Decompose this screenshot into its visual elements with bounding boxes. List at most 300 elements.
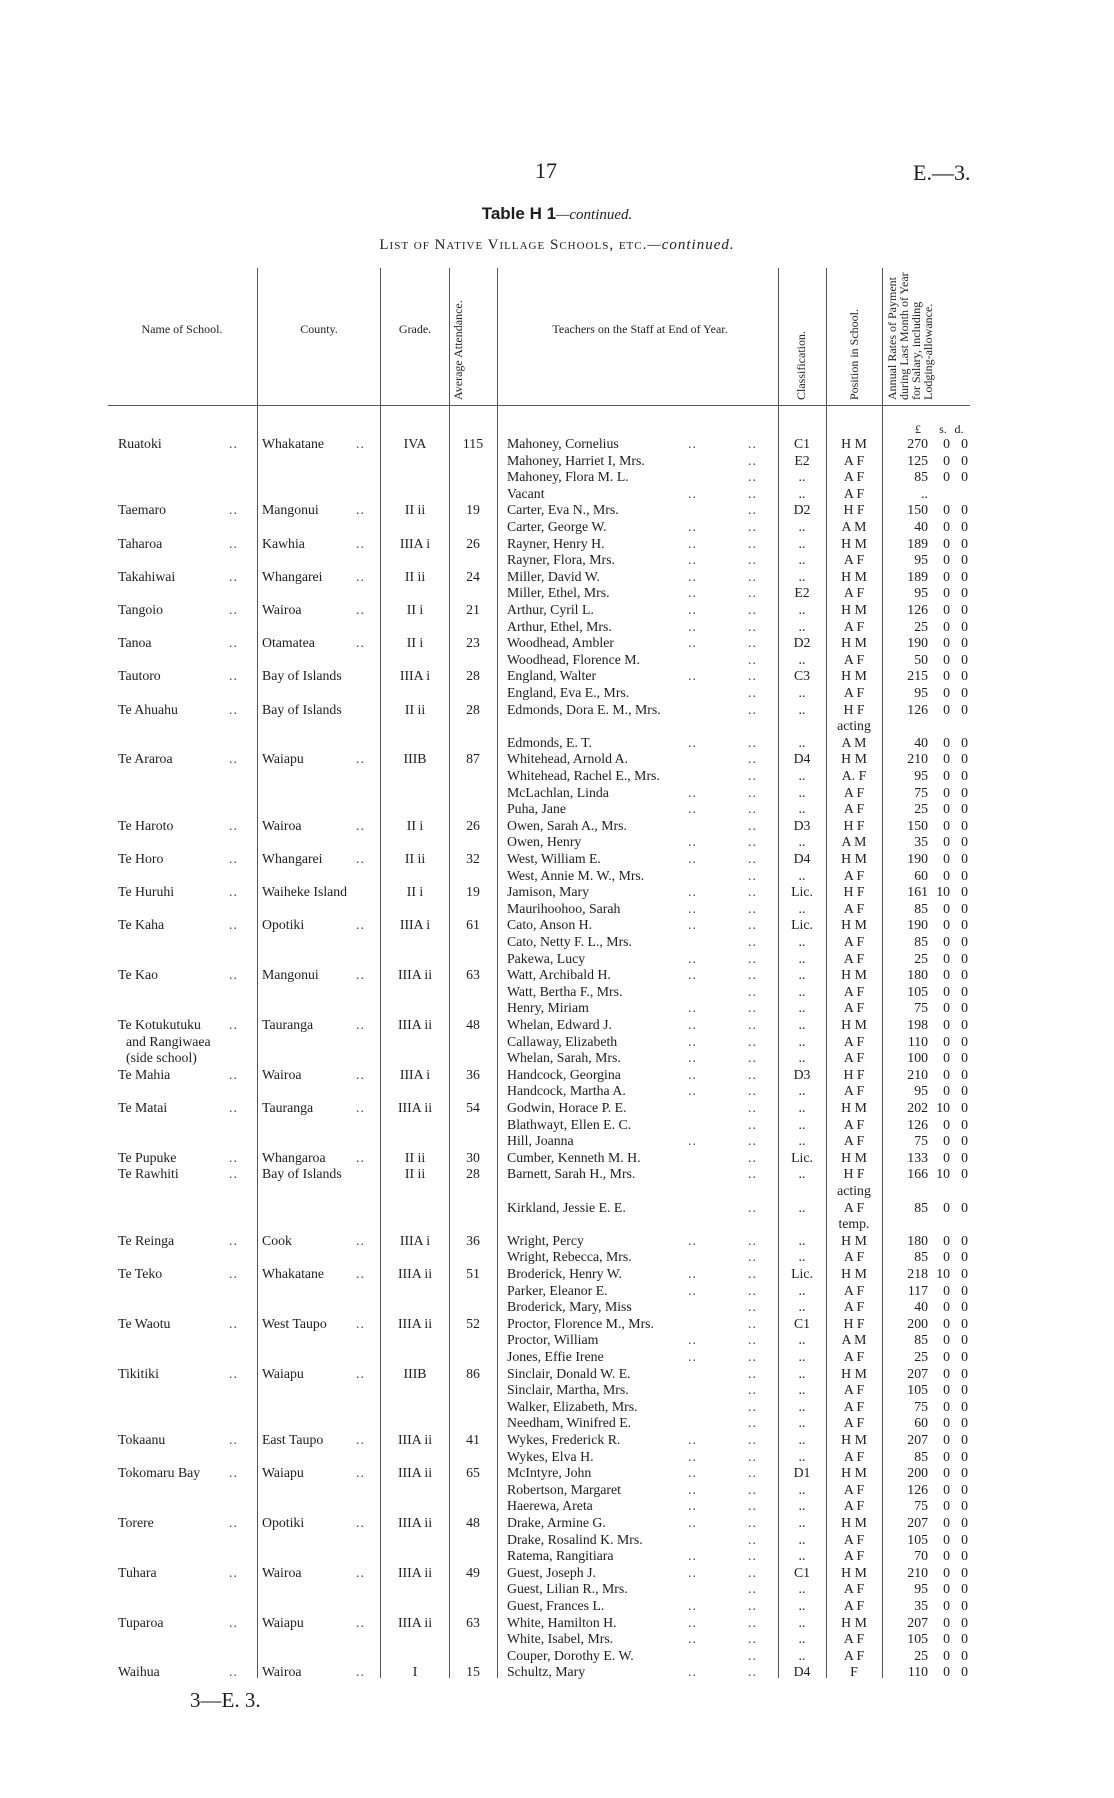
- leader-dots: ..: [748, 784, 757, 800]
- school-name: Te Waotu: [118, 1315, 171, 1331]
- classification: D1: [793, 1465, 811, 1481]
- leader-dots: ..: [356, 851, 365, 866]
- school-name: Torere: [118, 1515, 154, 1530]
- table-row: [0, 702, 1114, 719]
- salary-pence: 0: [961, 950, 968, 966]
- position: H M: [841, 568, 867, 584]
- county: Waiheke Island: [262, 884, 348, 900]
- teacher-name: Rayner, Flora, Mrs.: [507, 552, 615, 568]
- grade: IVA: [403, 436, 427, 451]
- leader-dots: ..: [748, 768, 757, 783]
- leader-dots: ..: [748, 1033, 757, 1049]
- teacher-name: England, Walter: [507, 668, 597, 684]
- position: A F: [843, 1598, 865, 1613]
- teacher-name: Rayner, Henry H.: [507, 535, 605, 551]
- salary-shillings: 0: [943, 1398, 950, 1414]
- header-attendance: Average Attendance.: [451, 300, 465, 400]
- classification: ..: [798, 1398, 806, 1414]
- teacher-name: Drake, Rosalind K. Mrs.: [507, 1531, 643, 1547]
- school-name: Te Teko: [118, 1266, 163, 1281]
- leader-dots: ..: [748, 1647, 757, 1663]
- salary-pounds: 75: [914, 784, 928, 800]
- salary-shillings: 0: [943, 701, 950, 717]
- table-title: [0, 204, 1114, 224]
- teacher-name: Sinclair, Donald W. E.: [507, 1365, 631, 1381]
- salary-pounds: 110: [907, 1664, 928, 1680]
- leader-dots: ..: [688, 668, 697, 684]
- salary-shillings: 0: [943, 1598, 950, 1613]
- position: A F: [843, 1116, 865, 1132]
- leader-dots: ..: [748, 817, 757, 833]
- table-row: [0, 1133, 1114, 1150]
- leader-dots: ..: [356, 1465, 365, 1481]
- grade: II ii: [404, 1149, 426, 1165]
- leader-dots: ..: [356, 917, 365, 933]
- salary-shillings: 0: [943, 784, 950, 800]
- leader-dots: ..: [688, 602, 697, 617]
- leader-dots: ..: [229, 668, 238, 684]
- leader-dots: ..: [356, 568, 365, 584]
- table-subtitle: [0, 237, 1114, 254]
- school-name: Te Kaha: [118, 917, 165, 933]
- county: Tauranga: [262, 1017, 314, 1032]
- county: Whakatane: [262, 436, 325, 451]
- header-pence: d.: [954, 422, 964, 436]
- classification: D3: [793, 817, 811, 833]
- leader-dots: ..: [748, 519, 757, 534]
- leader-dots: ..: [356, 1266, 365, 1281]
- classification: ..: [798, 1349, 806, 1364]
- leader-dots: ..: [356, 967, 365, 983]
- teacher-name: Guest, Joseph J.: [507, 1564, 596, 1580]
- classification: ..: [798, 1017, 806, 1032]
- leader-dots: ..: [688, 967, 697, 983]
- classification: ..: [798, 701, 806, 717]
- classification: ..: [798, 568, 806, 584]
- grade: II ii: [404, 502, 426, 518]
- salary-shillings: 0: [943, 1232, 950, 1248]
- salary-shillings: 0: [943, 1116, 950, 1132]
- table-row: [0, 1083, 1114, 1100]
- table-row: [0, 619, 1114, 636]
- salary-pounds: 207: [907, 1365, 928, 1381]
- salary-shillings: 0: [943, 801, 950, 817]
- teacher-name: Barnett, Sarah H., Mrs.: [507, 1166, 636, 1182]
- teacher-name: Drake, Armine G.: [507, 1515, 606, 1530]
- leader-dots: ..: [688, 1465, 697, 1481]
- salary-pounds: 110: [907, 1033, 928, 1049]
- classification: ..: [798, 1614, 806, 1630]
- leader-dots: ..: [229, 436, 238, 451]
- table-row: [0, 818, 1114, 835]
- salary-shillings: 0: [943, 1365, 950, 1381]
- teacher-name: England, Eva E., Mrs.: [507, 685, 630, 700]
- classification: ..: [798, 1515, 806, 1530]
- table-row: [0, 1349, 1114, 1366]
- salary-pounds: 95: [914, 585, 928, 601]
- table-row: [0, 1299, 1114, 1316]
- table-row: [0, 1166, 1114, 1183]
- salary-pounds: 126: [907, 1116, 928, 1132]
- salary-pence: 0: [961, 1083, 968, 1099]
- salary-pounds: 210: [907, 1066, 928, 1082]
- teacher-name: Arthur, Cyril L.: [507, 602, 594, 617]
- position: A F: [843, 585, 865, 601]
- salary-shillings: 0: [943, 568, 950, 584]
- position: A F: [843, 784, 865, 800]
- salary-pounds: 126: [907, 1481, 928, 1497]
- leader-dots: ..: [229, 1017, 238, 1032]
- teacher-name: Jamison, Mary: [507, 884, 590, 900]
- table-row: [0, 718, 1114, 735]
- teacher-name: Broderick, Henry W.: [507, 1266, 622, 1281]
- salary-pounds: 70: [914, 1548, 928, 1564]
- salary-shillings: 0: [943, 1564, 950, 1580]
- position: A F: [843, 1398, 865, 1414]
- teacher-name: Woodhead, Florence M.: [507, 651, 640, 667]
- county: West Taupo: [262, 1315, 327, 1331]
- leader-dots: ..: [748, 1631, 757, 1647]
- salary-pounds: 25: [914, 1647, 928, 1663]
- school-name: Te Kotukutuku: [118, 1017, 201, 1032]
- county: Wairoa: [262, 817, 302, 833]
- position: H F: [843, 817, 865, 833]
- salary-pence: 0: [961, 1515, 968, 1530]
- teacher-name: Arthur, Ethel, Mrs.: [507, 618, 612, 634]
- salary-shillings: 0: [943, 1664, 950, 1680]
- leader-dots: ..: [748, 1083, 757, 1099]
- leader-dots: ..: [748, 1100, 757, 1115]
- leader-dots: ..: [748, 734, 757, 750]
- leader-dots: ..: [356, 1100, 365, 1115]
- leader-dots: ..: [688, 1033, 697, 1049]
- position: A F: [843, 1133, 865, 1149]
- leader-dots: ..: [356, 1664, 365, 1680]
- salary-pounds: 166: [907, 1166, 928, 1182]
- position: A F: [843, 934, 865, 949]
- leader-dots: ..: [356, 1315, 365, 1331]
- grade: IIIA ii: [397, 1564, 433, 1580]
- school-name: Te Pupuke: [118, 1149, 177, 1165]
- grade: II ii: [404, 1166, 426, 1182]
- salary-pence: 0: [961, 1166, 968, 1182]
- leader-dots: ..: [688, 1066, 697, 1082]
- position: A F: [843, 867, 865, 883]
- teacher-name: Haerewa, Areta: [507, 1498, 593, 1514]
- position: A F: [843, 900, 865, 916]
- leader-dots: ..: [229, 1365, 238, 1381]
- position: H M: [841, 917, 867, 933]
- table-row: [0, 834, 1114, 851]
- header-rates: Annual Rates of Payment during Last Month of Year for Salary, including Lodging-allowance.: [885, 272, 935, 400]
- classification: ..: [798, 1299, 806, 1315]
- salary-pounds: 105: [907, 1382, 928, 1398]
- leader-dots: ..: [688, 1614, 697, 1630]
- table-row: [0, 552, 1114, 569]
- table-row: [0, 1482, 1114, 1499]
- attendance: 48: [466, 1515, 480, 1530]
- position: A F: [843, 1349, 865, 1364]
- table-row: [0, 536, 1114, 553]
- leader-dots: ..: [748, 469, 757, 485]
- position: H M: [841, 635, 867, 651]
- table-row: [0, 1216, 1114, 1233]
- classification: ..: [798, 1598, 806, 1613]
- school-name: Tuhara: [118, 1564, 157, 1580]
- salary-pence: 0: [961, 768, 968, 783]
- leader-dots: ..: [748, 668, 757, 684]
- school-name: Tautoro: [118, 668, 161, 684]
- salary-pence: 0: [961, 1232, 968, 1248]
- attendance: 32: [466, 851, 480, 866]
- classification: ..: [798, 485, 806, 501]
- grade: IIIA ii: [397, 1100, 433, 1115]
- attendance: 52: [466, 1315, 480, 1331]
- attendance: 48: [466, 1017, 480, 1032]
- salary-pounds: 25: [914, 618, 928, 634]
- salary-pence: 0: [961, 1199, 968, 1215]
- school-name: Te Huruhi: [118, 884, 175, 900]
- salary-pence: 0: [961, 1100, 968, 1115]
- salary-pounds: 35: [914, 1598, 928, 1613]
- grade: IIIA ii: [397, 1017, 433, 1032]
- position: A F: [843, 1249, 865, 1265]
- table-row: [0, 1415, 1114, 1432]
- salary-pence: 0: [961, 1448, 968, 1464]
- table-row: [0, 1283, 1114, 1300]
- salary-pence: 0: [961, 552, 968, 568]
- leader-dots: ..: [748, 1299, 757, 1315]
- leader-dots: ..: [748, 685, 757, 700]
- salary-pounds: 95: [914, 768, 928, 783]
- salary-shillings: 0: [943, 1647, 950, 1663]
- leader-dots: ..: [688, 1133, 697, 1149]
- classification: D4: [793, 851, 811, 866]
- leader-dots: ..: [688, 801, 697, 817]
- teacher-name: Maurihoohoo, Sarah: [507, 900, 621, 916]
- grade: I: [412, 1664, 418, 1680]
- grade: IIIA ii: [397, 1614, 433, 1630]
- salary-pounds: 100: [907, 1050, 928, 1066]
- salary-pence: 0: [961, 867, 968, 883]
- leader-dots: ..: [229, 1266, 238, 1281]
- position: H M: [841, 1365, 867, 1381]
- grade: IIIA ii: [397, 1315, 433, 1331]
- teacher-name: Miller, Ethel, Mrs.: [507, 585, 610, 601]
- salary-pounds: 25: [914, 950, 928, 966]
- grade: IIIB: [403, 751, 427, 767]
- leader-dots: ..: [748, 1017, 757, 1032]
- teacher-name: Miller, David W.: [507, 568, 600, 584]
- salary-pounds: 117: [907, 1282, 928, 1298]
- salary-pence: 0: [961, 817, 968, 833]
- salary-pounds: 215: [907, 668, 928, 684]
- salary-pence: 0: [961, 1249, 968, 1265]
- classification: D4: [793, 751, 811, 767]
- header-shillings: s.: [939, 422, 947, 436]
- grade: IIIA i: [399, 535, 431, 551]
- salary-shillings: 0: [943, 452, 950, 468]
- table-row: [0, 1648, 1114, 1665]
- leader-dots: ..: [748, 1282, 757, 1298]
- school-name: Tangoio: [118, 602, 164, 617]
- salary-pounds: 161: [907, 884, 928, 900]
- classification: ..: [798, 1116, 806, 1132]
- position: H F: [843, 884, 865, 900]
- classification: ..: [798, 900, 806, 916]
- school-name: Te Mahia: [118, 1066, 171, 1082]
- classification: ..: [798, 1382, 806, 1398]
- classification: ..: [798, 983, 806, 999]
- school-name: Tanoa: [118, 635, 152, 651]
- school-name: Tokomaru Bay: [118, 1465, 201, 1481]
- table-row: [0, 1548, 1114, 1565]
- school-name: Te Horo: [118, 851, 164, 866]
- county: Waiapu: [262, 1465, 304, 1481]
- leader-dots: ..: [356, 1614, 365, 1630]
- county: Wairoa: [262, 1564, 302, 1580]
- salary-pounds: 189: [907, 568, 928, 584]
- salary-shillings: 0: [943, 1199, 950, 1215]
- position: A F: [843, 1382, 865, 1398]
- salary-shillings: 0: [943, 983, 950, 999]
- position: A F: [843, 452, 865, 468]
- grade: II i: [406, 602, 424, 617]
- county: East Taupo: [262, 1432, 324, 1447]
- page-footer: 3—E. 3.: [190, 1688, 261, 1712]
- grade: II ii: [404, 701, 426, 717]
- leader-dots: ..: [688, 1000, 697, 1016]
- series-reference: E.—3.: [913, 160, 971, 185]
- leader-dots: ..: [748, 635, 757, 651]
- school-name: (side school): [126, 1050, 197, 1066]
- teacher-name: Schultz, Mary: [507, 1664, 586, 1680]
- position: acting: [837, 1183, 871, 1198]
- salary-pence: 0: [961, 1050, 968, 1066]
- salary-shillings: 10: [936, 1166, 950, 1182]
- salary-shillings: 0: [943, 651, 950, 667]
- table-row: [0, 1249, 1114, 1266]
- salary-shillings: 0: [943, 1000, 950, 1016]
- salary-shillings: 0: [943, 768, 950, 783]
- grade: IIIA i: [399, 917, 431, 933]
- teacher-name: Whelan, Sarah, Mrs.: [507, 1050, 621, 1066]
- table-row: [0, 967, 1114, 984]
- leader-dots: ..: [748, 1315, 757, 1331]
- position: A M: [841, 734, 867, 750]
- leader-dots: ..: [748, 602, 757, 617]
- salary-pence: 0: [961, 1282, 968, 1298]
- attendance: 21: [466, 602, 480, 617]
- school-name: Taharoa: [118, 535, 163, 551]
- table-row: [0, 1150, 1114, 1167]
- position: A F: [843, 1647, 865, 1663]
- leader-dots: ..: [748, 884, 757, 900]
- teacher-name: Watt, Bertha F., Mrs.: [507, 983, 623, 999]
- table-row: [0, 1664, 1114, 1681]
- classification: D3: [793, 1066, 811, 1082]
- teacher-name: Cumber, Kenneth M. H.: [507, 1149, 641, 1165]
- table-row: [0, 436, 1114, 453]
- teacher-name: Robertson, Margaret: [507, 1481, 621, 1497]
- salary-pence: 0: [961, 651, 968, 667]
- school-name: Tokaanu: [118, 1432, 166, 1447]
- salary-pounds: 60: [914, 867, 928, 883]
- teacher-name: Edmonds, E. T.: [507, 734, 592, 750]
- classification: ..: [798, 784, 806, 800]
- teacher-name: Henry, Miriam: [507, 1000, 589, 1016]
- leader-dots: ..: [688, 917, 697, 933]
- table-row: [0, 1316, 1114, 1333]
- leader-dots: ..: [688, 1282, 697, 1298]
- classification: ..: [798, 1249, 806, 1265]
- grade: IIIA i: [399, 1066, 431, 1082]
- salary-pence: 0: [961, 1266, 968, 1281]
- leader-dots: ..: [748, 950, 757, 966]
- leader-dots: ..: [688, 1548, 697, 1564]
- county: Wairoa: [262, 602, 302, 617]
- position: A F: [843, 1531, 865, 1547]
- school-name: Tuparoa: [118, 1614, 164, 1630]
- leader-dots: ..: [748, 1382, 757, 1398]
- classification: E2: [794, 452, 810, 468]
- leader-dots: ..: [748, 1548, 757, 1564]
- position: A F: [843, 651, 865, 667]
- position: A F: [843, 618, 865, 634]
- leader-dots: ..: [748, 1133, 757, 1149]
- leader-dots: ..: [748, 983, 757, 999]
- leader-dots: ..: [229, 884, 238, 900]
- leader-dots: ..: [748, 535, 757, 551]
- leader-dots: ..: [688, 635, 697, 651]
- salary-pence: 0: [961, 585, 968, 601]
- salary-pence: 0: [961, 734, 968, 750]
- salary-pounds: 105: [907, 1531, 928, 1547]
- table-row: [0, 502, 1114, 519]
- leader-dots: ..: [748, 1498, 757, 1514]
- classification: ..: [798, 1432, 806, 1447]
- salary-pounds: 85: [914, 1199, 928, 1215]
- position: F: [850, 1664, 858, 1680]
- leader-dots: ..: [356, 602, 365, 617]
- position: H M: [841, 1232, 867, 1248]
- position: H M: [841, 1266, 867, 1281]
- classification: ..: [798, 1531, 806, 1547]
- classification: C1: [793, 1564, 811, 1580]
- attendance: 28: [466, 668, 480, 684]
- leader-dots: ..: [356, 1017, 365, 1032]
- table-row: [0, 1465, 1114, 1482]
- leader-dots: ..: [748, 900, 757, 916]
- salary-shillings: 0: [943, 1315, 950, 1331]
- attendance: 86: [466, 1365, 480, 1381]
- teacher-name: Proctor, Florence M., Mrs.: [507, 1315, 654, 1331]
- position: A F: [843, 1299, 865, 1315]
- position: A F: [843, 469, 865, 485]
- page-number: 17: [535, 158, 557, 183]
- attendance: 28: [466, 1166, 480, 1182]
- salary-pounds: 200: [907, 1315, 928, 1331]
- salary-shillings: 0: [943, 1515, 950, 1530]
- salary-shillings: 0: [943, 1133, 950, 1149]
- classification: ..: [798, 1100, 806, 1115]
- position: H F: [843, 1315, 865, 1331]
- salary-pounds: 25: [914, 801, 928, 817]
- school-name: Te Reinga: [118, 1232, 175, 1248]
- leader-dots: ..: [229, 602, 238, 617]
- teacher-name: Whelan, Edward J.: [507, 1017, 612, 1032]
- salary-pence: 0: [961, 1149, 968, 1165]
